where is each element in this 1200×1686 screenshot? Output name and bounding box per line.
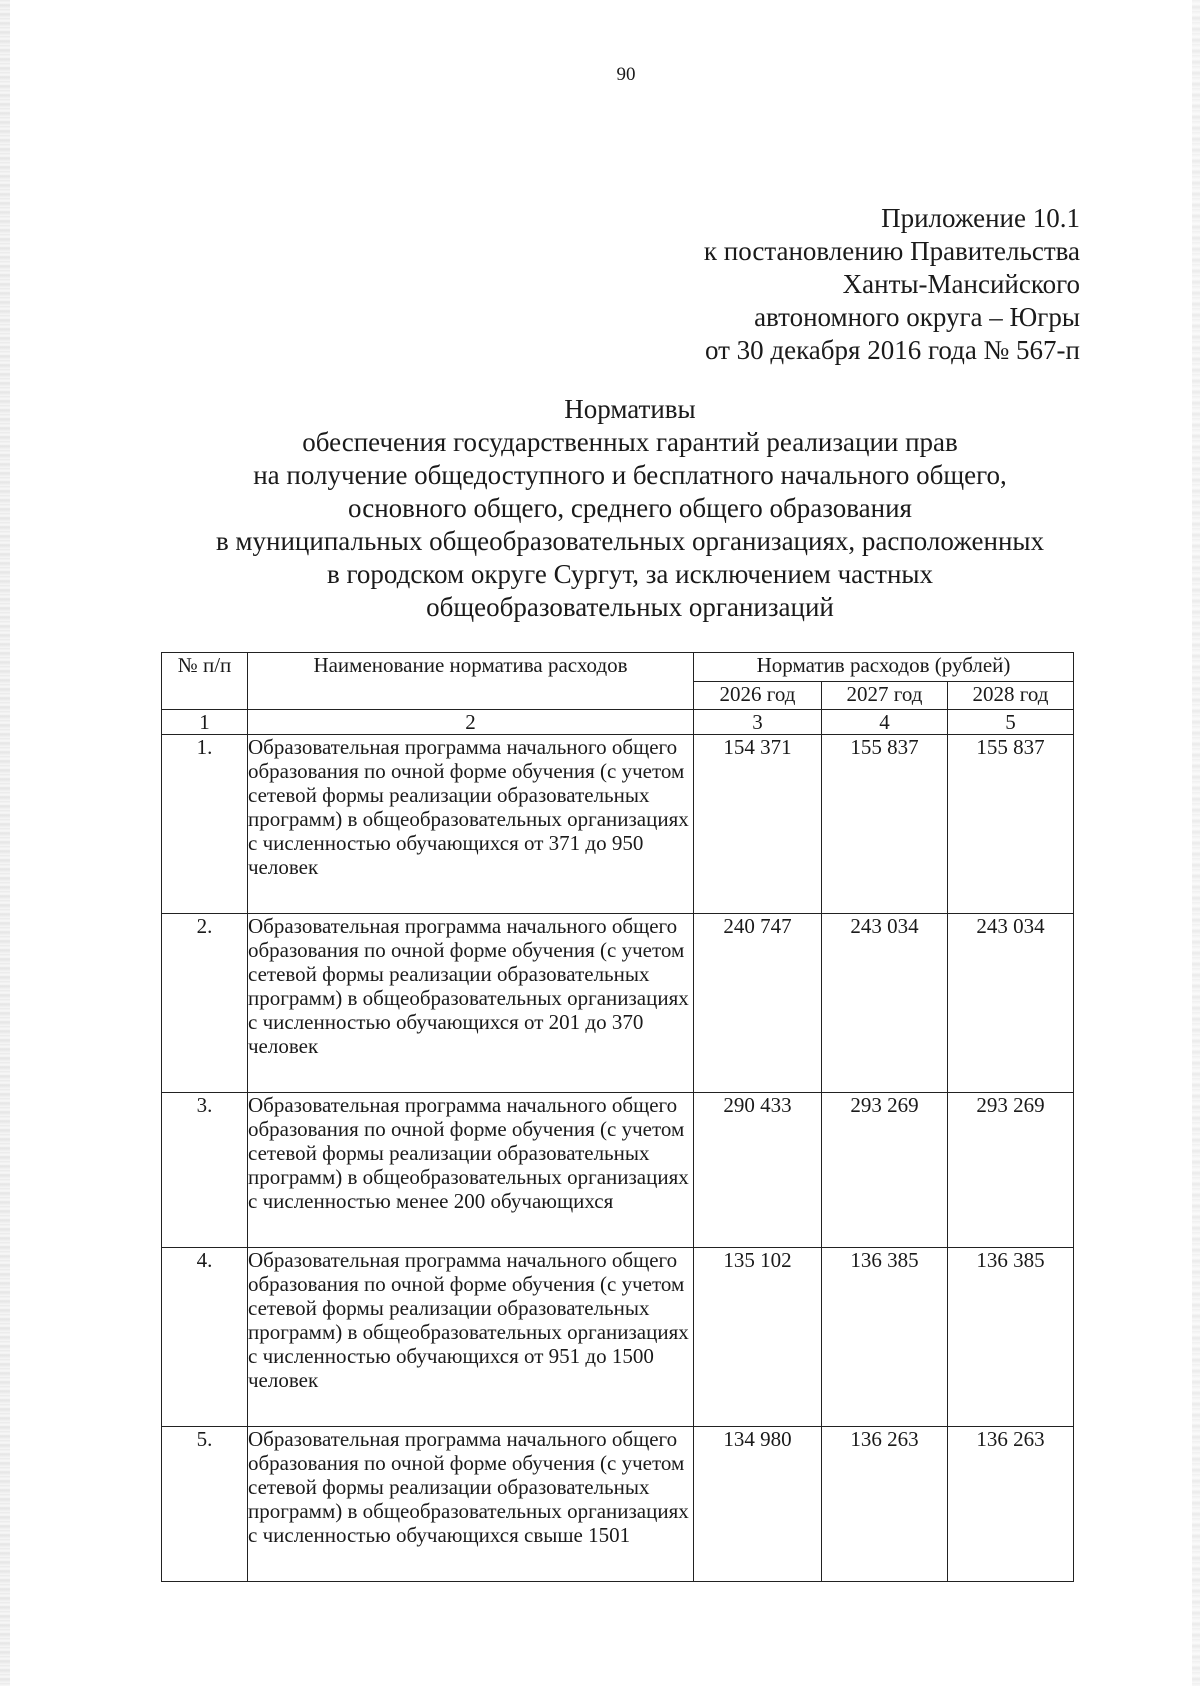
row-value-2028: 293 269 <box>948 1093 1074 1248</box>
column-index: 2 <box>248 710 694 735</box>
column-index: 5 <box>948 710 1074 735</box>
row-value-2028: 155 837 <box>948 735 1074 914</box>
row-value-2027: 155 837 <box>822 735 948 914</box>
header-group: Норматив расходов (рублей) <box>694 653 1074 682</box>
title-line: обеспечения государственных гарантий реализации прав <box>302 427 958 457</box>
row-name: Образовательная программа начального общего образования по очной форме обучения (с учетом сетевой формы реализации образовательных программ) в общеобразовательных организациях с численностью обучающихся от 951 до 1500 человек <box>248 1248 694 1427</box>
page-number: 90 <box>616 64 636 85</box>
row-name: Образовательная программа начального общего образования по очной форме обучения (с учетом сетевой формы реализации образовательных программ) в общеобразовательных организациях с численностью обучающихся свыше 1501 <box>248 1427 694 1582</box>
row-value-2026: 290 433 <box>694 1093 822 1248</box>
appendix-line: автономного округа – Югры <box>754 302 1080 332</box>
appendix-line: Ханты-Мансийского <box>842 269 1080 299</box>
row-value-2026: 154 371 <box>694 735 822 914</box>
title-line: в городском округе Сургут, за исключением частных <box>326 559 934 589</box>
document-title <box>100 393 1160 624</box>
title-line: в муниципальных общеобразовательных организациях, расположенных <box>215 526 1045 556</box>
row-value-2027: 293 269 <box>822 1093 948 1248</box>
table-row <box>162 1093 1074 1248</box>
row-number: 3. <box>162 1093 248 1248</box>
table-row <box>162 1248 1074 1427</box>
header-year-2028: 2028 год <box>948 681 1074 710</box>
header-year-2026: 2026 год <box>694 681 822 710</box>
row-number: 2. <box>162 914 248 1093</box>
column-index: 3 <box>694 710 822 735</box>
row-name: Образовательная программа начального общего образования по очной форме обучения (с учетом сетевой формы реализации образовательных программ) в общеобразовательных организациях с численностью обучающихся от 371 до 950 человек <box>248 735 694 914</box>
table-row <box>162 735 1074 914</box>
appendix-line: Приложение 10.1 <box>881 203 1080 233</box>
row-value-2028: 243 034 <box>948 914 1074 1093</box>
title-line: Нормативы <box>564 394 696 424</box>
column-index-row <box>162 710 1074 735</box>
row-value-2027: 136 263 <box>822 1427 948 1582</box>
column-index: 1 <box>162 710 248 735</box>
row-value-2026: 135 102 <box>694 1248 822 1427</box>
row-number: 1. <box>162 735 248 914</box>
row-number: 4. <box>162 1248 248 1427</box>
title-line: на получение общедоступного и бесплатного начального общего, <box>253 460 1007 490</box>
appendix-block <box>704 202 1080 367</box>
row-value-2027: 136 385 <box>822 1248 948 1427</box>
header-name: Наименование норматива расходов <box>248 653 694 710</box>
row-number: 5. <box>162 1427 248 1582</box>
header-num: № п/п <box>162 653 248 710</box>
row-value-2028: 136 385 <box>948 1248 1074 1427</box>
table-row <box>162 1427 1074 1582</box>
title-line: общеобразовательных организаций <box>426 592 834 622</box>
row-name: Образовательная программа начального общего образования по очной форме обучения (с учетом сетевой формы реализации образовательных программ) в общеобразовательных организациях с численностью менее 200 обучающихся <box>248 1093 694 1248</box>
row-value-2026: 240 747 <box>694 914 822 1093</box>
appendix-line: от 30 декабря 2016 года № 567-п <box>704 335 1080 365</box>
row-value-2027: 243 034 <box>822 914 948 1093</box>
appendix-line: к постановлению Правительства <box>703 236 1080 266</box>
scan-edge-right <box>1192 0 1200 1686</box>
row-name: Образовательная программа начального общего образования по очной форме обучения (с учетом сетевой формы реализации образовательных программ) в общеобразовательных организациях с численностью обучающихся от 201 до 370 человек <box>248 914 694 1093</box>
row-value-2028: 136 263 <box>948 1427 1074 1582</box>
row-value-2026: 134 980 <box>694 1427 822 1582</box>
title-line: основного общего, среднего общего образования <box>348 493 912 523</box>
table-row <box>162 914 1074 1093</box>
norms-table <box>161 652 1074 1582</box>
header-row <box>162 653 1074 682</box>
header-year-2027: 2027 год <box>822 681 948 710</box>
column-index: 4 <box>822 710 948 735</box>
scan-edge-left <box>0 0 10 1686</box>
